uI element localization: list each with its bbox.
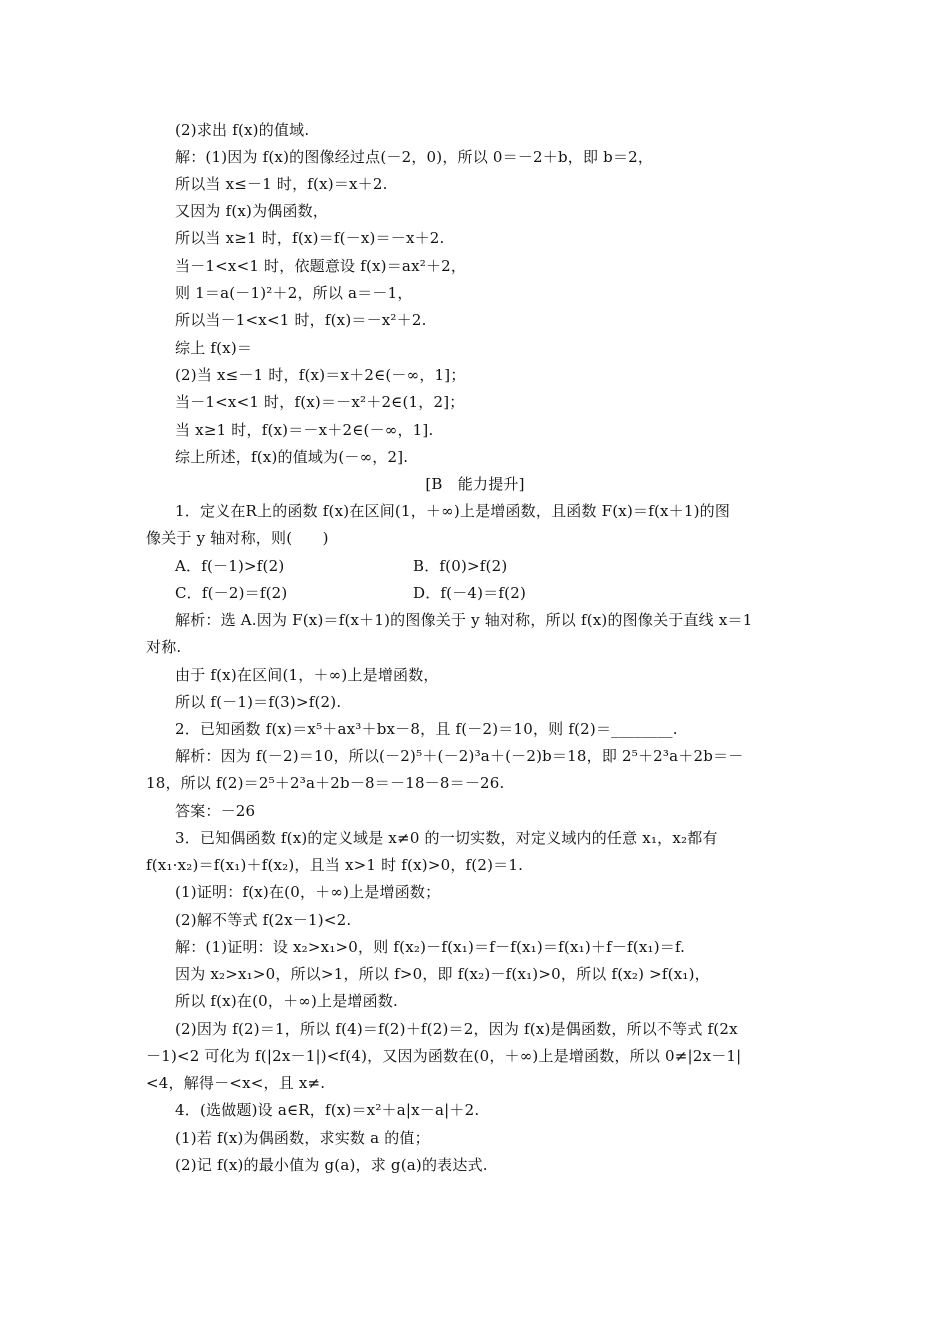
text-line: 1．定义在R上的函数 f(x)在区间(1，＋∞)上是增函数，且函数 F(x)＝f(x＋1)的图	[175, 502, 731, 520]
text-line: f(x₁·x₂)＝f(x₁)＋f(x₂)，且当 x>1 时 f(x)>0，f(2)＝1.	[146, 856, 524, 874]
option-d: D．f(－4)＝f(2)	[413, 584, 527, 602]
text-line: 所以 f(x)在(0，＋∞)上是增函数.	[175, 992, 398, 1010]
text-line: 所以当 x≤－1 时，f(x)＝x＋2.	[175, 175, 388, 193]
text-line: 18，所以 f(2)＝2⁵＋2³a＋2b－8＝－18－8＝－26.	[146, 774, 505, 792]
text-line: 由于 f(x)在区间(1，＋∞)上是增函数，	[175, 666, 439, 684]
text-line: 4．(选做题)设 a∈R，f(x)＝x²＋a|x－a|＋2.	[175, 1101, 480, 1119]
text-line: 像关于 y 轴对称，则( )	[146, 529, 329, 547]
text-line: 则 1＝a(－1)²＋2，所以 a＝－1，	[175, 284, 413, 302]
text-line: 当 x≥1 时，f(x)＝－x＋2∈(－∞，1].	[175, 421, 434, 439]
text-line: 解析：因为 f(－2)＝10，所以(－2)⁵＋(－2)³a＋(－2)b＝18，即 2⁵＋2³a＋2b＝－	[175, 747, 744, 765]
option-c: C．f(－2)＝f(2)	[175, 584, 288, 602]
text-line: 2．已知函数 f(x)＝x⁵＋ax³＋bx－8，且 f(－2)＝10，则 f(2)＝________.	[175, 720, 678, 738]
text-line: 解：(1)证明：设 x₂>x₁>0，则 f(x₂)－f(x₁)＝f－f(x₁)＝f(x₁)＋f－f(x₁)＝f.	[175, 938, 686, 956]
text-line: 综上所述，f(x)的值域为(－∞，2].	[175, 448, 409, 466]
text-line: <4，解得－<x<，且 x≠.	[146, 1074, 326, 1092]
text-line: 对称.	[146, 638, 182, 656]
option-b: B．f(0)>f(2)	[413, 557, 508, 575]
text-line: －1)<2 可化为 f(|2x－1|)<f(4)，又因为函数在(0，＋∞)上是增函数，所以 0≠|2x－1|	[146, 1047, 742, 1065]
text-line: (2)记 f(x)的最小值为 g(a)，求 g(a)的表达式.	[175, 1156, 488, 1174]
text-line: 所以当 x≥1 时，f(x)＝f(－x)＝－x＋2.	[175, 229, 445, 247]
text-line: 解：(1)因为 f(x)的图像经过点(－2，0)，所以 0＝－2＋b，即 b＝2，	[175, 148, 654, 166]
text-line: (2)解不等式 f(2x－1)<2.	[175, 911, 352, 929]
option-a: A．f(－1)>f(2)	[175, 557, 285, 575]
text-line: (2)当 x≤－1 时，f(x)＝x＋2∈(－∞，1]；	[175, 366, 466, 384]
text-line: 所以当－1<x<1 时，f(x)＝－x²＋2.	[175, 311, 427, 329]
text-line: (2)求出 f(x)的值域.	[175, 121, 310, 139]
text-line: 所以 f(－1)＝f(3)>f(2).	[175, 693, 342, 711]
text-line: (2)因为 f(2)＝1，所以 f(4)＝f(2)＋f(2)＝2，因为 f(x)是偶函数，所以不等式 f(2x	[175, 1020, 738, 1038]
text-line: (1)若 f(x)为偶函数，求实数 a 的值；	[175, 1129, 430, 1147]
answer-line: 答案：－26	[175, 802, 256, 820]
text-line: 综上 f(x)＝	[175, 339, 253, 357]
text-line: 3．已知偶函数 f(x)的定义域是 x≠0 的一切实数，对定义域内的任意 x₁，x₂都有	[175, 829, 718, 847]
text-line: 又因为 f(x)为偶函数，	[175, 202, 329, 220]
text-line: 当－1<x<1 时，f(x)＝－x²＋2∈(1，2]；	[175, 393, 465, 411]
text-line: (1)证明：f(x)在(0，＋∞)上是增函数；	[175, 883, 441, 901]
text-line: 因为 x₂>x₁>0，所以>1，所以 f>0，即 f(x₂)－f(x₁)>0，所以 f(x₂) >f(x₁)，	[175, 965, 710, 983]
section-heading: [B 能力提升]	[425, 475, 525, 493]
text-line: 当－1<x<1 时，依题意设 f(x)＝ax²＋2，	[175, 257, 467, 275]
text-line: 解析：选 A.因为 F(x)＝f(x＋1)的图像关于 y 轴对称，所以 f(x)的图像关于直线 x＝1	[175, 611, 753, 629]
